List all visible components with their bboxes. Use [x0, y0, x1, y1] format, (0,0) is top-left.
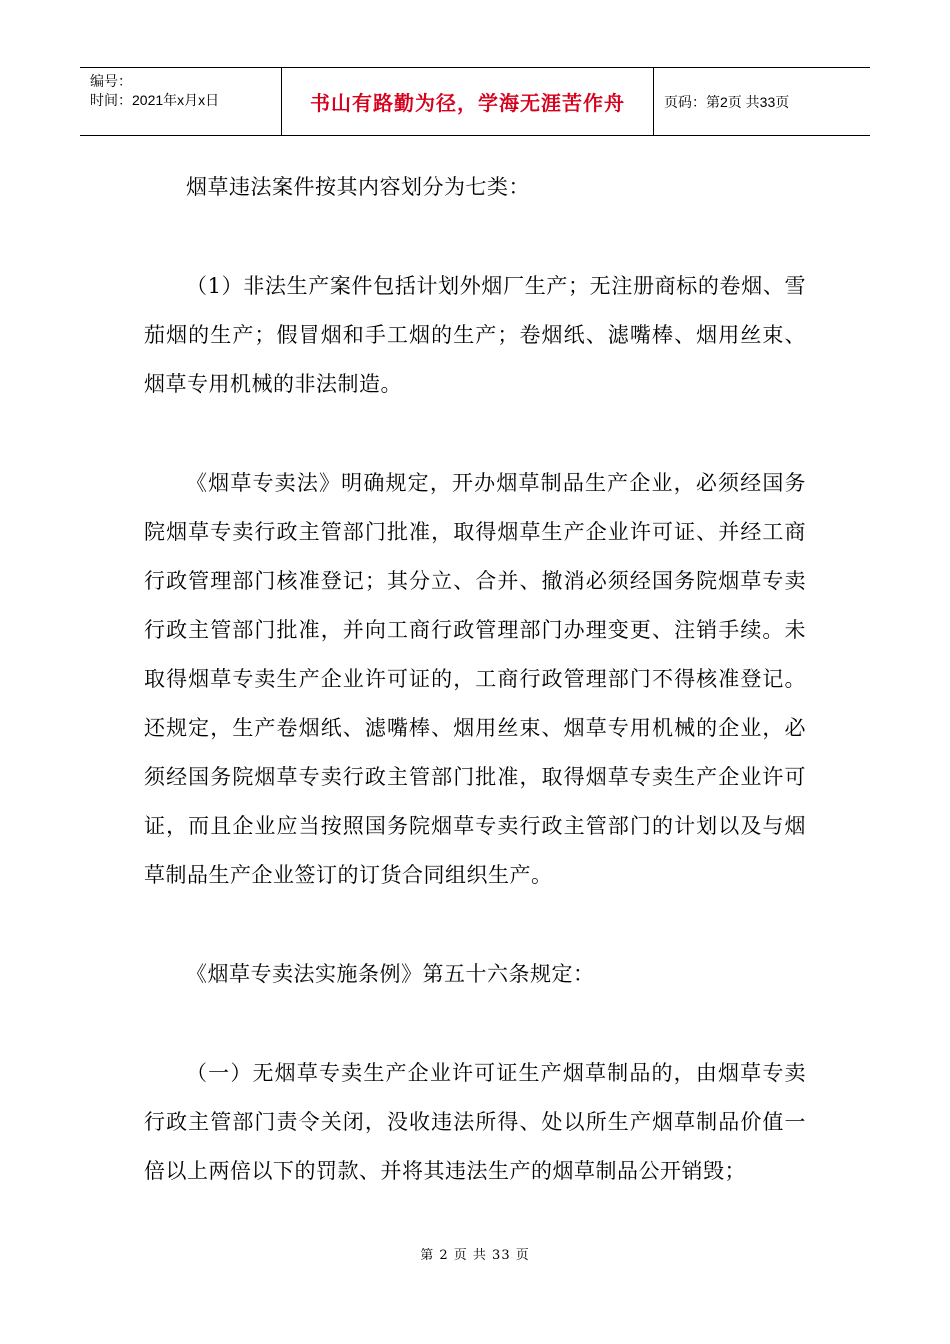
paragraph-regulation-item-1: （一）无烟草专卖生产企业许可证生产烟草制品的，由烟草专卖行政主管部门责令关闭，没收违法所得、处以所生产烟草制品价值一倍以上两倍以下的罚款、并将其违法生产的烟草制品公开销毁； — [144, 1061, 806, 1183]
number-label: 编号： — [90, 73, 132, 89]
paragraph-category-1: （1）非法生产案件包括计划外烟厂生产；无注册商标的卷烟、雪茄烟的生产；假冒烟和手工烟的生产；卷烟纸、滤嘴棒、烟用丝束、烟草专用机械的非法制造。 — [144, 274, 806, 396]
motto-text: 书山有路勤为径，学海无涯苦作舟 — [310, 91, 625, 115]
page-footer: 第 2 页 共 33 页 — [420, 1248, 530, 1263]
paragraph-intro: 烟草违法案件按其内容划分为七类： — [186, 175, 530, 199]
document-header — [80, 67, 870, 136]
paragraph-law-provision: 《烟草专卖法》明确规定，开办烟草制品生产企业，必须经国务院烟草专卖行政主管部门批准，取得烟草生产企业许可证、并经工商行政管理部门核准登记；其分立、合并、撤消必须经国务院烟草专卖行政主管部门批准，并向工商行政管理部门办理变更、注销手续。未取得烟草专卖生产企业许可证的，工商行政管理部门不得核准登记。还规定，生产卷烟纸、滤嘴棒、烟用丝束、烟草专用机械的企业，必须经国务院烟草专卖行政主管部门批准，取得烟草专卖生产企业许可证，而且企业应当按照国务院烟草专卖行政主管部门的计划以及与烟草制品生产企业签订的订货合同组织生产。 — [144, 471, 806, 887]
header-meta-cell — [80, 68, 282, 135]
paragraph-regulation-heading: 《烟草专卖法实施条例》第五十六条规定： — [186, 962, 595, 986]
document-body — [144, 163, 806, 1196]
page-info: 页码：第2页 共33页 — [664, 93, 790, 110]
header-motto-cell — [282, 68, 654, 135]
header-page-cell — [654, 68, 870, 135]
date-label: 时间：2021年x月x日 — [90, 92, 220, 108]
